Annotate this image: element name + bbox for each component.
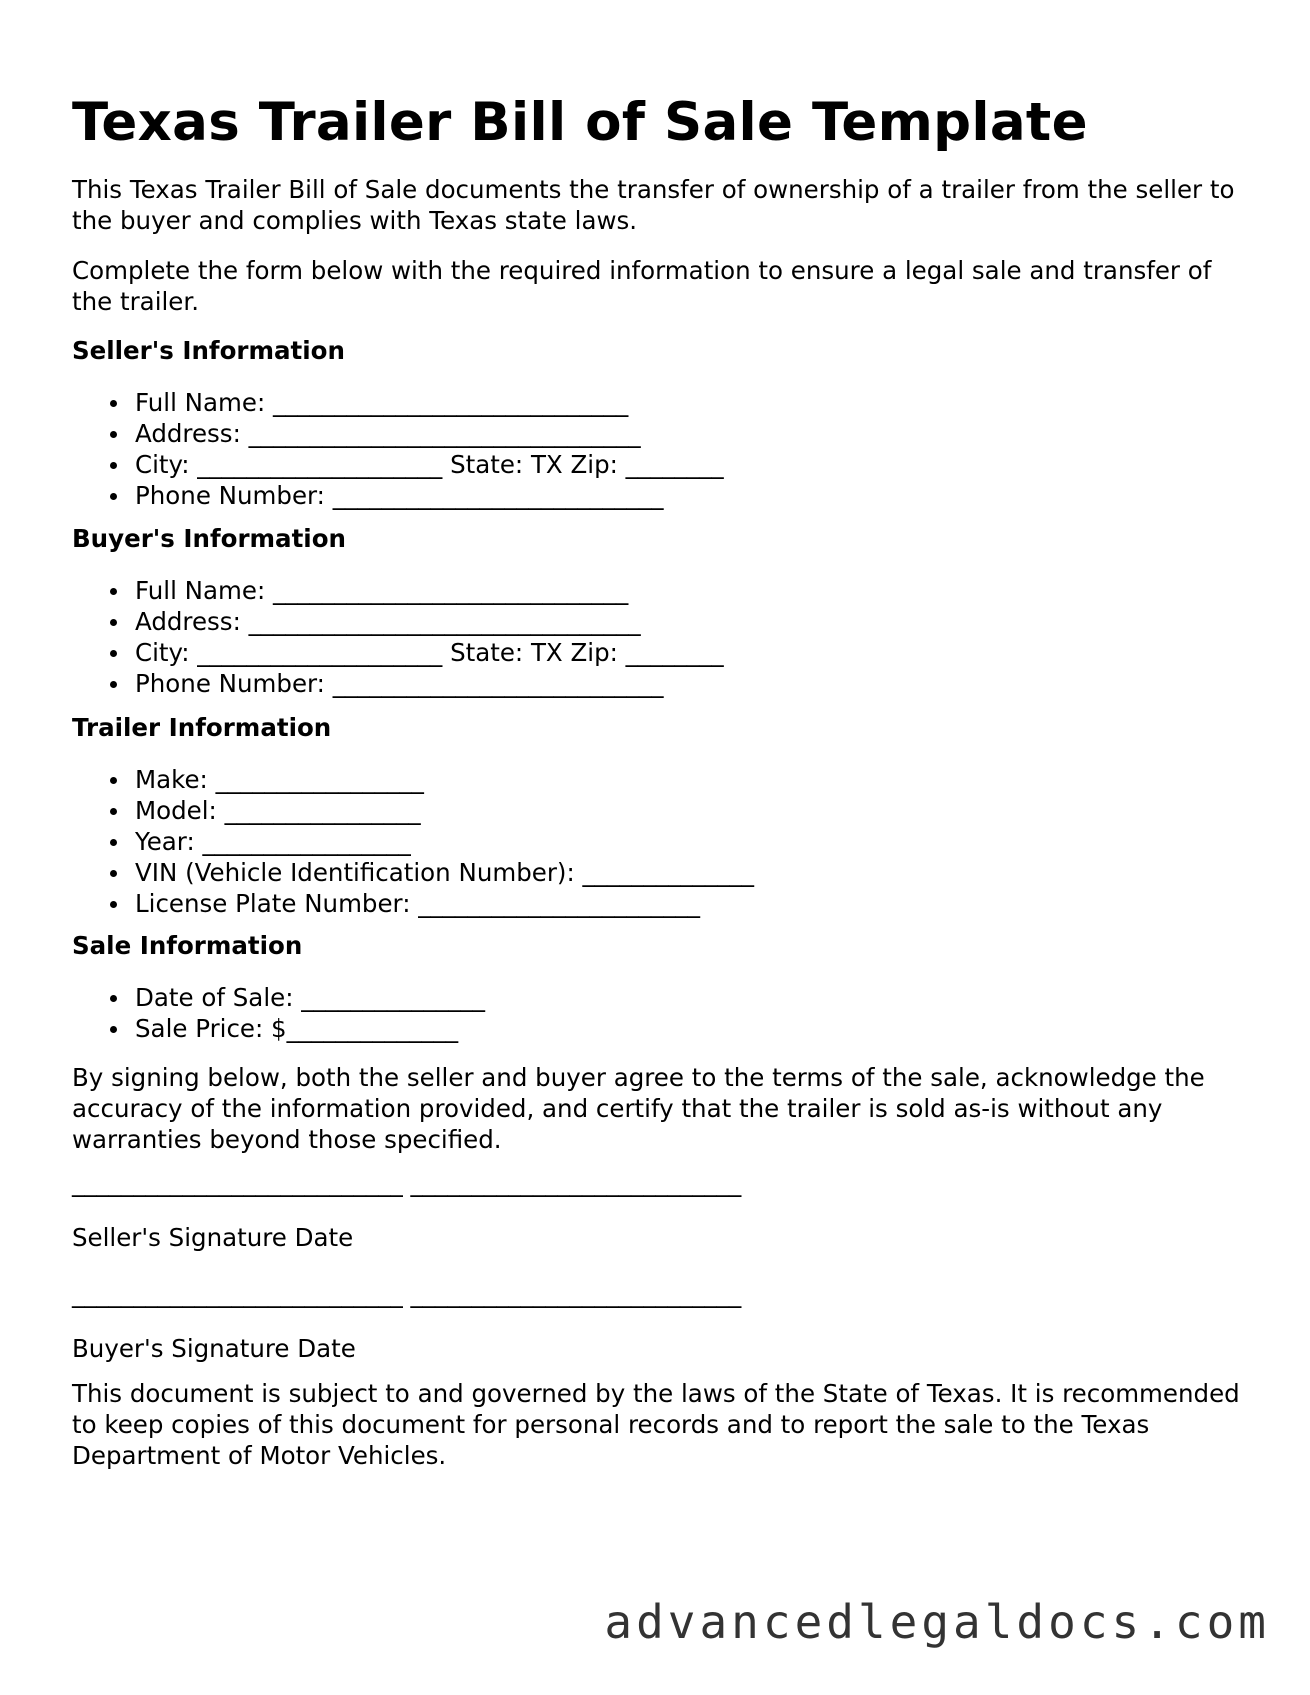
agreement-paragraph: By signing below, both the seller and buyer agree to the terms of the sale, acknowledge the accuracy of the information provided, and certify that the trailer is sold as-is without any warranties beyond those specified. (72, 1063, 1205, 1154)
buyer-fields (72, 575, 724, 699)
buyer-signature-line[interactable]: ___________________________ ___________________________ (72, 1279, 742, 1308)
seller-heading: Seller's Information (72, 336, 345, 365)
instructions-paragraph: Complete the form below with the required information to ensure a legal sale and transfer of the trailer. (72, 256, 1212, 316)
seller-signature-line[interactable]: ___________________________ ___________________________ (72, 1168, 742, 1197)
sale-heading: Sale Information (72, 931, 303, 960)
seller-phone-field[interactable]: Phone Number: ___________________________ (72, 480, 724, 511)
trailer-year-field[interactable]: Year: _________________ (72, 826, 754, 857)
trailer-make-field[interactable]: Make: _________________ (72, 764, 754, 795)
seller-city-state-zip-field[interactable]: City: ____________________ State: TX Zip: ________ (72, 449, 724, 480)
buyer-phone-field[interactable]: Phone Number: ___________________________ (72, 668, 724, 699)
trailer-model-field[interactable]: Model: ________________ (72, 795, 754, 826)
document-title: Texas Trailer Bill of Sale Template (72, 92, 1088, 153)
buyer-signature-label: Buyer's Signature Date (72, 1334, 356, 1363)
intro-paragraph: This Texas Trailer Bill of Sale documents the transfer of ownership of a trailer from the seller to the buyer and complies with Texas state laws. (72, 175, 1235, 235)
buyer-city-state-zip-field[interactable]: City: ____________________ State: TX Zip: ________ (72, 637, 724, 668)
sale-date-field[interactable]: Date of Sale: _______________ (72, 982, 485, 1013)
seller-fields (72, 387, 724, 511)
seller-signature-label: Seller's Signature Date (72, 1223, 354, 1252)
trailer-vin-field[interactable]: VIN (Vehicle Identification Number): ______________ (72, 857, 754, 888)
buyer-full-name-field[interactable]: Full Name: _____________________________ (72, 575, 724, 606)
seller-address-field[interactable]: Address: ________________________________ (72, 418, 724, 449)
trailer-fields (72, 764, 754, 919)
trailer-license-plate-field[interactable]: License Plate Number: _______________________ (72, 888, 754, 919)
footer-paragraph: This document is subject to and governed by the laws of the State of Texas. It is recommended to keep copies of this document for personal records and to report the sale to the Texas Department of Motor Vehicles. (72, 1379, 1240, 1470)
watermark: advancedlegaldocs.com (604, 1595, 1270, 1649)
sale-fields (72, 982, 485, 1044)
trailer-heading: Trailer Information (72, 713, 332, 742)
sale-price-field[interactable]: Sale Price: $______________ (72, 1013, 485, 1044)
seller-full-name-field[interactable]: Full Name: _____________________________ (72, 387, 724, 418)
buyer-heading: Buyer's Information (72, 524, 346, 553)
buyer-address-field[interactable]: Address: ________________________________ (72, 606, 724, 637)
